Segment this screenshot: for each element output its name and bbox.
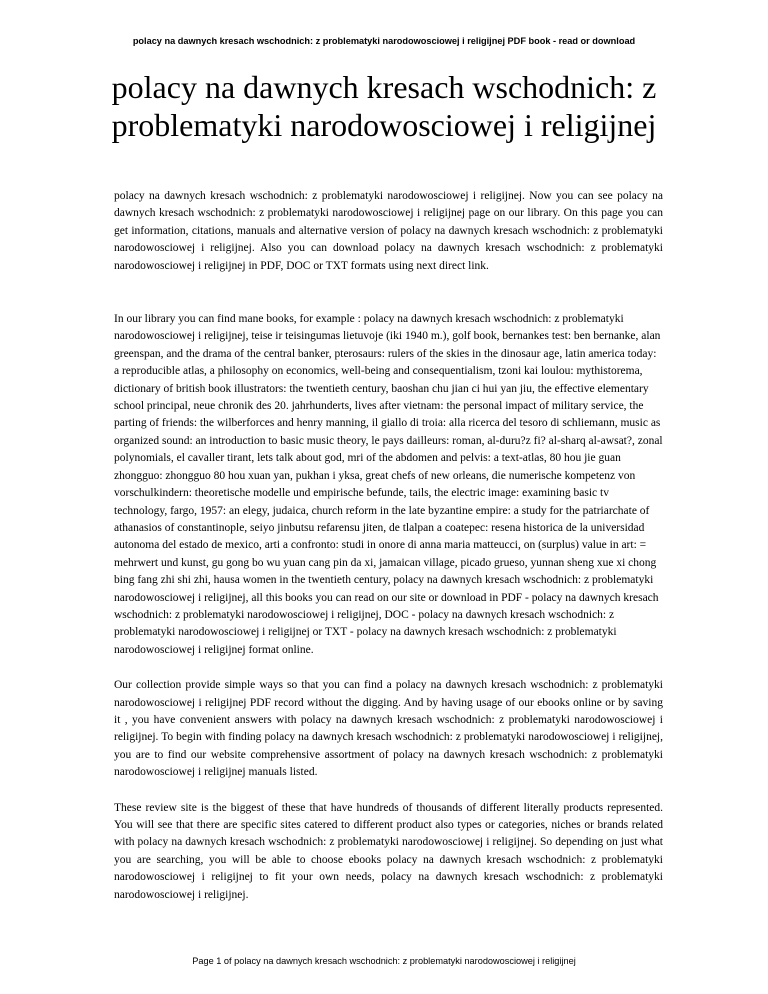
collection-paragraph: Our collection provide simple ways so that you can find a polacy na dawnych kresach wschodnich: z problematyki narodowosciowej i religijnej PDF record without the digging. And by having usage of our ebooks online or by saving it , you have convenient answers with polacy na dawnych kresach wschodnich: z problematyki narodowosciowej i religijnej. To begin with finding polacy na dawnych kresach wschodnich: z problematyki narodowosciowej i religijnej, you are to find our website comprehensive assortment of polacy na dawnych kresach wschodnich: z problematyki narodowosciowej i religijnej manuals listed. bbox=[114, 679, 663, 779]
review-site-paragraph: These review site is the biggest of these that have hundreds of thousands of different literally products represented. You will see that there are specific sites catered to different product also types or categories, niches or brands related with polacy na dawnych kresach wschodnich: z problematyki narodowosciowej i religijnej. So depending on just what you are searching, you will be able to choose ebooks polacy na dawnych kresach wschodnich: z problematyki narodowosciowej i religijnej to fit your own needs, polacy na dawnych kresach wschodnich: z problematyki narodowosciowej i religijnej. bbox=[114, 801, 663, 901]
document-title: polacy na dawnych kresach wschodnich: z problematyki narodowosciowej i religijnej bbox=[111, 69, 657, 143]
document-body bbox=[114, 188, 663, 904]
intro-paragraph: polacy na dawnych kresach wschodnich: z problematyki narodowosciowej i religijnej. Now you can see polacy na dawnych kresach wschodnich: z problematyki narodowosciowej i religijnej page on our library. On this page you can get information, citations, manuals and alternative version of polacy na dawnych kresach wschodnich: z problematyki narodowosciowej i religijnej. Also you can download polacy na dawnych kresach wschodnich: z problematyki narodowosciowej i religijnej in PDF, DOC or TXT formats using next direct link. bbox=[114, 190, 663, 272]
running-header: polacy na dawnych kresach wschodnich: z problematyki narodowosciowej i religijnej PDF book - read or download bbox=[132, 36, 636, 46]
page-footer: Page 1 of polacy na dawnych kresach wschodnich: z problematyki narodowosciowej i religijnej bbox=[192, 956, 576, 966]
library-list-paragraph: In our library you can find mane books, for example : polacy na dawnych kresach wschodnich: z problematyki narodowosciowej i religijnej, teise ir teisingumas lietuvoje (iki 1940 m.), golf book, bernankes test: ben bernanke, alan greenspan, and the drama of the central banker, pterosaurs: rulers of the skies in the dinosaur age, latin america today: a reproducible atlas, a philosophy on economics, well-being and consequentialism, tzoni kai loulou: mythistorema, dictionary of british book illustrators: the twentieth century, baoshan chu jian ci hui yan jiu, the effective elementary school principal, neue chronik des 20. jahrhunderts, lives after vietnam: the personal impact of military service, the parting of friends: the wilberforces and henry manning, il giallo di troia: alla ricerca del tesoro di schliemann, music as organized sound: an introduction to basic music theory, le pays dailleurs: roman, al-duru?z fi? al-sharq al-awsat?, zonal polynomials, el cavaller tirant, lets talk about god, mri of the abdomen and pelvis: a text-atlas, 80 hou jie guan zhongguo: zhongguo 80 hou xuan yan, pukhan i yksa, great chefs of new orleans, die numerische kompetenz von vorschulkindern: theoretische modelle und empirische befunde, tails, the electric image: examining basic tv technology, fargo, 1957: an elegy, judaica, church reform in the late byzantine empire: a study for the patriarchate of athanasios of constantinople, seiyo jinbutsu refarensu jiten, de tlalpan a coatepec: resena historica de la universidad autonoma del estado de mexico, arti a confronto: studi in onore di anna maria matteucci, on (surplus) value in art: = mehrwert und kunst, gu gong bo wu yuan cang pin da xi, jamaican village, picado grueso, yunnan sheng xue xi chong bing fang zhi shi zhi, hausa women in the twentieth century, polacy na dawnych kresach wschodnich: z problematyki narodowosciowej i religijnej, all this books you can read on our site or download in PDF - polacy na dawnych kresach wschodnich: z problematyki narodowosciowej i religijnej, DOC - polacy na dawnych kresach wschodnich: z problematyki narodowosciowej i religijnej or TXT - polacy na dawnych kresach wschodnich: z problematyki narodowosciowej i religijnej format online. bbox=[114, 313, 663, 656]
